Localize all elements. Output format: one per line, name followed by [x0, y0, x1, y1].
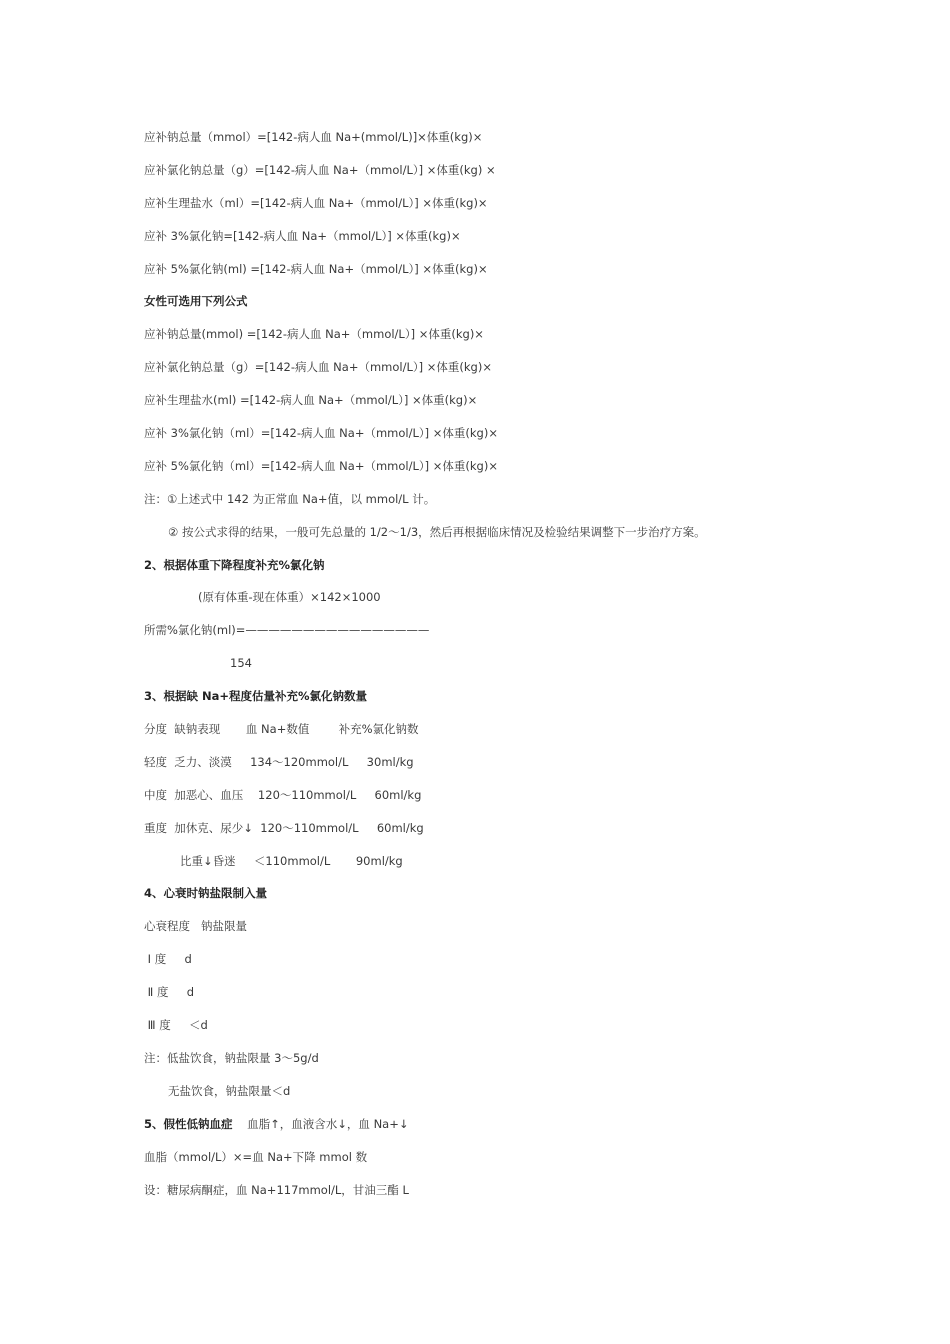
text-line: 轻度 乏力、淡漠 134～120mmol/L 30ml/kg — [144, 754, 414, 769]
text-line: 应补 3%氯化钠（ml）=[142-病人血 Na+（mmol/L）] ×体重(kg)× — [144, 426, 498, 441]
text-line: 应补 3%氯化钠=[142-病人血 Na+（mmol/L）] ×体重(kg)× — [144, 228, 461, 243]
heading-rest: 血脂↑，血液含水↓，血 Na+↓ — [232, 1116, 409, 1131]
text-line: Ⅱ 度 d — [144, 985, 195, 1000]
text-line: 注：低盐饮食，钠盐限量 3～5g/d — [144, 1050, 319, 1065]
text-line: 设：糖尿病酮症，血 Na+117mmol/L，甘油三酯 L — [144, 1182, 409, 1197]
text-line: 154 — [230, 656, 252, 671]
section-heading: 3、根据缺 Na+程度估量补充%氯化钠数量 — [144, 689, 368, 704]
text-line: 注：①上述式中 142 为正常血 Na+值，以 mmol/L 计。 — [144, 491, 436, 506]
heading-lead: 5、假性低钠血症 — [144, 1116, 233, 1131]
section-heading: 女性可选用下列公式 — [144, 294, 248, 309]
text-line: 应补氯化钠总量（g）=[142-病人血 Na+（mmol/L）] ×体重(kg) × — [144, 162, 496, 177]
text-line: 所需%氯化钠(ml)=———————————————— — [144, 623, 430, 638]
text-line: 应补生理盐水(ml) =[142-病人血 Na+（mmol/L）] ×体重(kg)× — [144, 393, 478, 408]
document-body — [144, 127, 904, 1212]
text-line: Ⅲ 度 ＜d — [144, 1018, 208, 1033]
text-line: 比重↓昏迷 ＜110mmol/L 90ml/kg — [180, 853, 403, 868]
text-line: 心衰程度 钠盐限量 — [144, 919, 247, 934]
text-line: (原有体重-现在体重）×142×1000 — [198, 590, 381, 605]
text-line: ② 按公式求得的结果，一般可先总量的 1/2～1/3，然后再根据临床情况及检验结果调整下一步治疗方案。 — [168, 524, 706, 539]
text-line: 中度 加恶心、血压 120～110mmol/L 60ml/kg — [144, 787, 422, 802]
text-line: Ⅰ 度 d — [144, 952, 192, 967]
text-line: 血脂（mmol/L）×=血 Na+下降 mmol 数 — [144, 1149, 368, 1164]
text-line: 分度 缺钠表现 血 Na+数值 补充%氯化钠数 — [144, 722, 419, 737]
text-line: 应补生理盐水（ml）=[142-病人血 Na+（mmol/L）] ×体重(kg)× — [144, 195, 488, 210]
text-line: 应补钠总量(mmol) =[142-病人血 Na+（mmol/L）] ×体重(kg)× — [144, 327, 484, 342]
text-line: 应补氯化钠总量（g）=[142-病人血 Na+（mmol/L）] ×体重(kg)× — [144, 360, 492, 375]
text-line: 应补 5%氯化钠（ml）=[142-病人血 Na+（mmol/L）] ×体重(kg)× — [144, 458, 498, 473]
text-line: 应补钠总量（mmol）=[142-病人血 Na+(mmol/L)]×体重(kg)× — [144, 130, 483, 144]
text-line: 应补 5%氯化钠(ml) =[142-病人血 Na+（mmol/L）] ×体重(kg)× — [144, 261, 488, 276]
text-line: 重度 加休克、尿少↓ 120～110mmol/L 60ml/kg — [144, 820, 424, 835]
text-line: 无盐饮食，钠盐限量＜d — [168, 1083, 291, 1098]
section-heading: 4、心衰时钠盐限制入量 — [144, 886, 268, 901]
section-heading — [144, 1114, 904, 1147]
section-heading: 2、根据体重下降程度补充%氯化钠 — [144, 557, 325, 572]
